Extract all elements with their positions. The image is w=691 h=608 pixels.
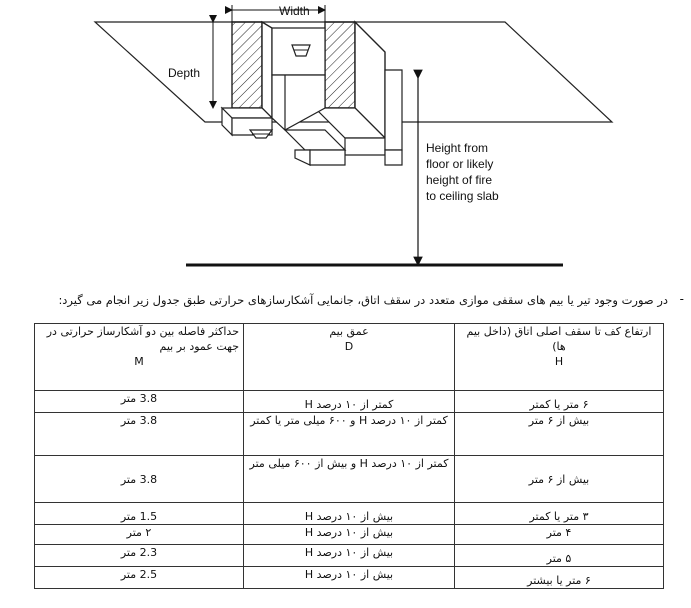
- header-height-title: ارتفاع کف تا سقف اصلی اتاق (داخل بیم ها): [466, 325, 652, 353]
- table-row: [35, 525, 664, 545]
- header-depth: [244, 324, 455, 391]
- cell-spacing: 3.8 متر: [35, 391, 244, 413]
- height-label-line-2: floor or likely: [426, 157, 494, 171]
- cell-depth: بیش از ۱۰ درصد H: [244, 545, 455, 567]
- height-label-line-1: Height from: [426, 141, 489, 155]
- table-row: [35, 503, 664, 525]
- cell-depth: بیش از ۱۰ درصد H: [244, 525, 455, 545]
- cell-spacing: 3.8 متر: [35, 456, 244, 503]
- height-label-line-4: to ceiling slab: [426, 189, 499, 203]
- cell-height: ۳ متر یا کمتر: [455, 503, 664, 525]
- beam-ceiling-diagram: [0, 0, 691, 280]
- table-row: [35, 567, 664, 589]
- header-spacing: [35, 324, 244, 391]
- cell-height: بیش از ۶ متر: [455, 413, 664, 456]
- cell-spacing: 3.8 متر: [35, 413, 244, 456]
- table-row: [35, 391, 664, 413]
- table-row: [35, 456, 664, 503]
- header-height: [455, 324, 664, 391]
- header-height-symbol: H: [554, 355, 564, 368]
- detector-spacing-table: [34, 323, 664, 589]
- header-spacing-title: حداکثر فاصله بین دو آشکارساز حرارتی در جهت عمود بر بیم: [46, 325, 239, 353]
- bullet-dash: -: [679, 292, 684, 306]
- header-spacing-symbol: M: [134, 355, 144, 368]
- depth-label: Depth: [168, 66, 201, 80]
- cell-height: ۶ متر یا کمتر: [455, 391, 664, 413]
- cell-spacing: 1.5 متر: [35, 503, 244, 525]
- cell-spacing: 2.5 متر: [35, 567, 244, 589]
- table-row: [35, 413, 664, 456]
- cell-depth: بیش از ۱۰ درصد H: [244, 503, 455, 525]
- width-label: Width: [279, 4, 310, 18]
- header-depth-title: عمق بیم: [329, 325, 369, 338]
- intro-text: در صورت وجود تیر یا بیم های سقفی موازی متعدد در سقف اتاق، جانمایی آشکارسازهای حرارتی طبق جدول زیر انجام می گیرد:: [58, 293, 668, 307]
- cell-height: ۵ متر: [455, 545, 664, 567]
- cell-depth: کمتر از ۱۰ درصد H و ۶۰۰ میلی متر یا کمتر: [244, 413, 455, 456]
- cell-depth: کمتر از ۱۰ درصد H: [244, 391, 455, 413]
- cell-spacing: ۲ متر: [35, 525, 244, 545]
- beam-diagram-svg: [0, 0, 691, 280]
- table-row: [35, 545, 664, 567]
- left-beam: [222, 22, 272, 135]
- cell-height: ۴ متر: [455, 525, 664, 545]
- height-label-line-3: height of fire: [426, 173, 493, 187]
- cell-spacing: 2.3 متر: [35, 545, 244, 567]
- cell-depth: بیش از ۱۰ درصد H: [244, 567, 455, 589]
- header-depth-symbol: D: [344, 340, 354, 353]
- cell-height: بیش از ۶ متر: [455, 456, 664, 503]
- table-header-row: [35, 324, 664, 391]
- cell-depth: کمتر از ۱۰ درصد H و بیش از ۶۰۰ میلی متر: [244, 456, 455, 503]
- cell-height: ۶ متر یا بیشتر: [455, 567, 664, 589]
